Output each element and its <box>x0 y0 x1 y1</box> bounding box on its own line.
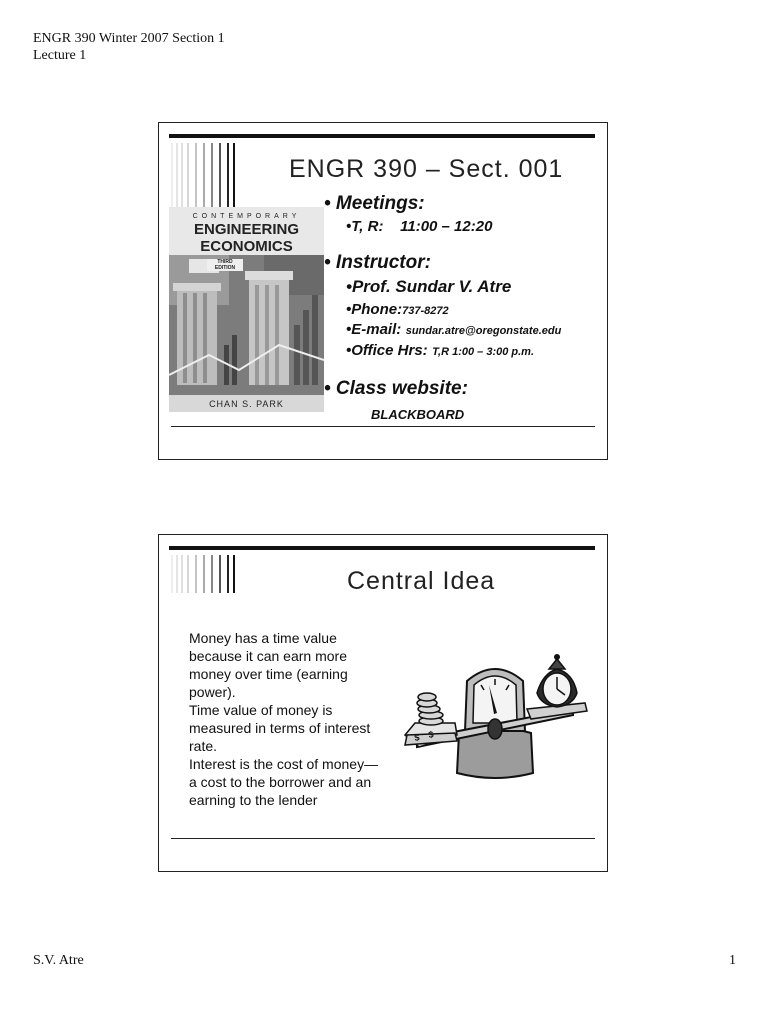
header-course: ENGR 390 Winter 2007 Section 1 <box>33 31 225 46</box>
footer-page-number: 1 <box>729 953 736 968</box>
text-line: power). <box>189 684 236 700</box>
slide-2 <box>158 534 608 872</box>
phone-label: •Phone: <box>346 301 403 318</box>
slide-top-bar <box>169 134 595 138</box>
text-line: Time value of money is <box>189 702 333 718</box>
text-line: measured in terms of interest <box>189 720 371 736</box>
website-label: • Class website: <box>324 378 468 399</box>
scale-money-clock-illustration <box>397 623 593 783</box>
decorative-stripes <box>171 555 235 593</box>
text-line: money over time (earning <box>189 666 348 682</box>
meetings-label: • Meetings: <box>324 193 425 214</box>
textbook-cover-image <box>169 207 324 412</box>
website-value: BLACKBOARD <box>371 407 465 422</box>
text-line: a cost to the borrower and an <box>189 774 372 790</box>
office-hours-label: •Office Hrs: <box>346 342 428 359</box>
instructor-name: •Prof. Sundar V. Atre <box>346 277 512 296</box>
email-value: sundar.atre@oregonstate.edu <box>405 325 562 337</box>
instructor-label: • Instructor: <box>324 252 431 273</box>
header-lecture: Lecture 1 <box>33 48 87 63</box>
email-row <box>346 321 561 339</box>
book-author: CHAN S. PARK <box>209 399 284 409</box>
cover-artwork <box>169 255 324 395</box>
text-line: Interest is the cost of money— <box>189 756 379 772</box>
office-hours-row <box>346 342 534 360</box>
phone-row <box>346 301 449 319</box>
office-hours-value: T,R 1:00 – 3:00 p.m. <box>432 346 535 358</box>
footer-author: S.V. Atre <box>33 953 84 968</box>
svg-text:$: $ <box>427 729 435 740</box>
book-edition-line2: EDITION <box>214 265 236 271</box>
svg-text:$: $ <box>413 732 421 743</box>
central-idea-text <box>189 629 404 809</box>
slide-1 <box>158 122 608 460</box>
slide-bottom-line <box>171 426 595 427</box>
slide-title: Central Idea <box>347 567 496 595</box>
email-label: •E-mail: <box>346 321 402 338</box>
phone-value: 737-8272 <box>402 305 449 317</box>
slide-top-bar <box>169 546 595 550</box>
meetings-value: •T, R: 11:00 – 12:20 <box>346 218 493 235</box>
book-title-line2: ECONOMICS <box>200 238 293 255</box>
book-series: CONTEMPORARY <box>192 213 301 220</box>
book-edition <box>207 259 243 271</box>
slide-title: ENGR 390 – Sect. 001 <box>289 155 564 183</box>
text-line: because it can earn more <box>189 648 347 664</box>
text-line: earning to the lender <box>189 792 318 808</box>
text-line: Money has a time value <box>189 630 337 646</box>
text-line: rate. <box>189 738 218 754</box>
book-edition-line1: THIRD <box>217 259 233 265</box>
book-title-line1: ENGINEERING <box>193 221 299 238</box>
decorative-stripes <box>171 143 235 207</box>
slide-bottom-line <box>171 838 595 839</box>
